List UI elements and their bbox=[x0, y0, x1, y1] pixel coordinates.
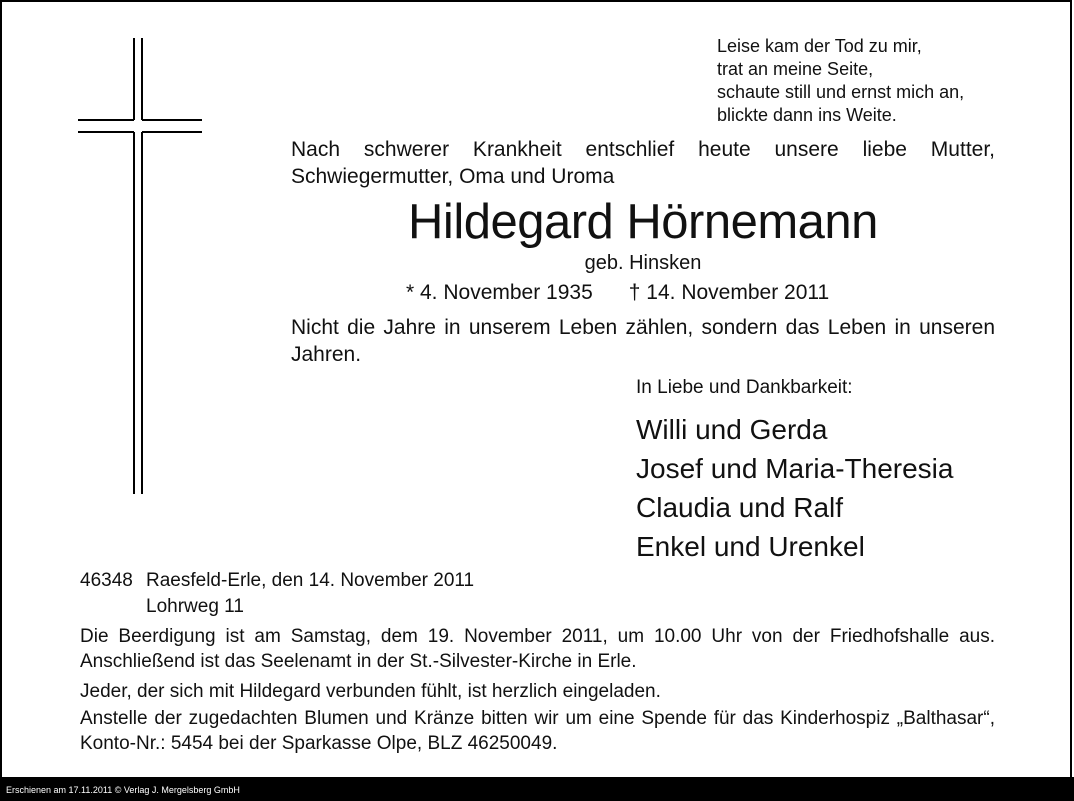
mourners-list bbox=[636, 410, 953, 566]
zip-code: 46348 bbox=[80, 570, 133, 591]
poem-line: blickte dann ins Weite. bbox=[717, 105, 897, 125]
life-dates bbox=[406, 280, 829, 306]
death-date: † 14. November 2011 bbox=[628, 281, 830, 304]
street-address: Lohrweg 11 bbox=[146, 596, 244, 617]
poem-line: trat an meine Seite, bbox=[717, 59, 874, 79]
cross-icon bbox=[78, 38, 202, 494]
thanks-line: In Liebe und Dankbarkeit: bbox=[636, 377, 853, 398]
place-date: Raesfeld-Erle, den 14. November 2011 bbox=[146, 570, 475, 591]
mourner-item: Willi und Gerda bbox=[636, 414, 828, 445]
poem-line: Leise kam der Tod zu mir, bbox=[717, 36, 922, 56]
deceased-name: Hildegard Hörnemann bbox=[408, 195, 878, 249]
quote-text: Nicht die Jahre in unserem Leben zählen, sondern das Leben in unseren Jahren. bbox=[291, 316, 995, 366]
footer-credit: Erschienen am 17.11.2011 © Verlag J. Mergelsberg GmbH bbox=[6, 785, 240, 795]
place-date-line bbox=[80, 568, 474, 594]
poem bbox=[717, 35, 964, 127]
birth-date: * 4. November 1935 bbox=[406, 281, 593, 304]
intro-text: Nach schwerer Krankheit entschlief heute unsere liebe Mutter, Schwiegermutter, Oma und Uroma bbox=[291, 138, 995, 188]
mourner-item: Enkel und Urenkel bbox=[636, 531, 865, 562]
funeral-info: Die Beerdigung ist am Samstag, dem 19. November 2011, um 10.00 Uhr von der Friedhofshalle aus. Anschließend ist das Seelenamt in der St.-Silvester-Kirche in Erle. bbox=[80, 626, 995, 672]
donation-text: Anstelle der zugedachten Blumen und Kränze bitten wir um eine Spende für das Kinderhospiz „Balthasar“, Konto-Nr.: 5454 bei der Sparkasse Olpe, BLZ 46250049. bbox=[80, 708, 995, 754]
mourner-item: Claudia und Ralf bbox=[636, 492, 844, 523]
maiden-name: geb. Hinsken bbox=[584, 252, 702, 274]
mourner-item: Josef und Maria-Theresia bbox=[636, 453, 954, 484]
poem-line: schaute still und ernst mich an, bbox=[717, 82, 965, 102]
invitation-text: Jeder, der sich mit Hildegard verbunden fühlt, ist herzlich eingeladen. bbox=[80, 681, 661, 702]
